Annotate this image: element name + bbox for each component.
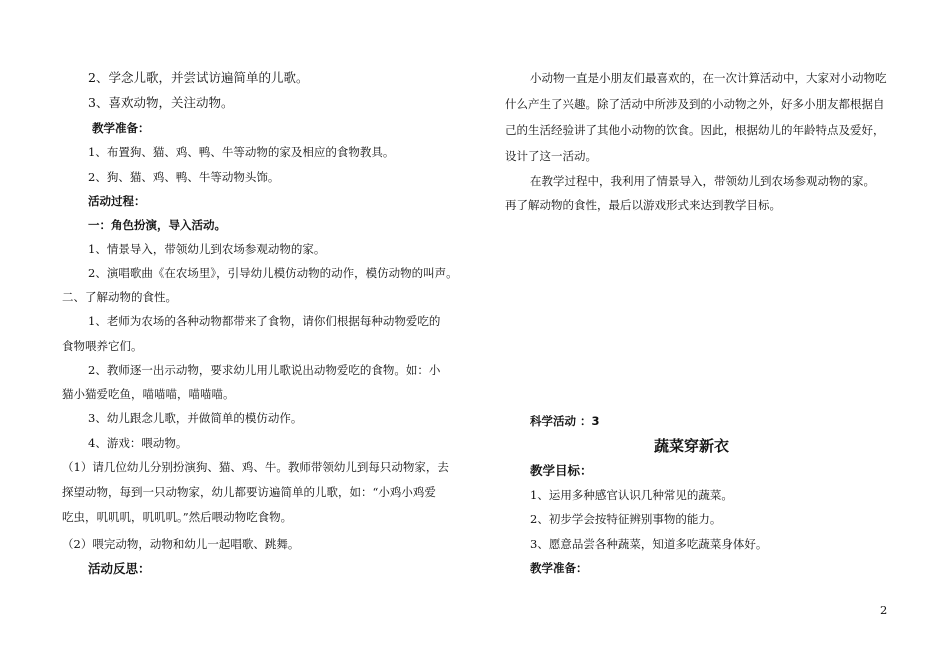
process-step: 2、教师逐一出示动物，要求幼儿用儿歌说出动物爱吃的食物。如：小 (88, 363, 441, 377)
activity-label: 科学活动 ：3 (530, 414, 600, 428)
lesson-title: 蔬菜穿新衣 (654, 437, 730, 455)
objective-2: 2、学念儿歌，并尝试访遍简单的儿歌。 (88, 70, 309, 85)
objective-1: 1、运用多种感官认识几种常见的蔬菜。 (530, 488, 733, 502)
preparation-item-1: 1、布置狗、猫、鸡、鸭、牛等动物的家及相应的食物教具。 (88, 145, 395, 159)
process-step: 1、老师为农场的各种动物都带来了食物，请你们根据每种动物爱吃的 (88, 314, 441, 328)
objective-2: 2、初步学会按特征辨别事物的能力。 (530, 512, 722, 526)
process-section-1: 一：角色扮演，导入活动。 (88, 218, 226, 232)
page-number: 2 (880, 603, 888, 617)
process-section-2: 二、了解动物的食性。 (62, 290, 177, 304)
game-step-1-cont: 探望动物，每到一只动物家，幼儿都要访遍简单的儿歌，如：“小鸡小鸡爱 (62, 485, 436, 499)
process-step-cont: 食物喂养它们。 (62, 339, 143, 353)
game-step-1: （1）请几位幼儿分别扮演狗、猫、鸡、牛。教师带领幼儿到每只动物家，去 (62, 460, 449, 474)
reflection-paragraph-1: 设计了这一活动。 (505, 149, 597, 163)
game-step-2: （2）喂完动物，动物和幼儿一起唱歌、跳舞。 (62, 537, 300, 551)
preparation-heading: 教学准备： (92, 121, 150, 135)
reflection-paragraph-2: 在教学过程中，我利用了情景导入，带领幼儿到农场参观动物的家。 (530, 174, 875, 188)
reflection-heading: 活动反思： (88, 561, 151, 576)
preparation-item-2: 2、狗、猫、鸡、鸭、牛等动物头饰。 (88, 170, 280, 184)
objective-3: 3、愿意品尝各种蔬菜，知道多吃蔬菜身体好。 (530, 537, 768, 551)
process-step: 3、幼儿跟念儿歌，并做简单的模仿动作。 (88, 411, 303, 425)
reflection-paragraph-1: 小动物一直是小朋友们最喜欢的，在一次计算活动中，大家对小动物吃 (530, 71, 887, 85)
preparation-heading: 教学准备： (530, 561, 588, 575)
objectives-heading: 教学目标： (530, 463, 593, 478)
process-step: 4、游戏：喂动物。 (88, 436, 188, 450)
reflection-paragraph-2: 再了解动物的食性，最后以游戏形式来达到教学目标。 (505, 198, 781, 212)
objective-3: 3、喜欢动物，关注动物。 (88, 95, 234, 110)
reflection-paragraph-1: 什么产生了兴趣。除了活动中所涉及到的小动物之外，好多小朋友都根据自 (505, 97, 885, 111)
process-step: 2、演唱歌曲《在农场里》，引导幼儿模仿动物的动作，模仿动物的叫声。 (88, 266, 458, 280)
process-step-cont: 猫小猫爱吃鱼，喵喵喵，喵喵喵。 (62, 387, 235, 401)
process-heading: 活动过程： (88, 194, 146, 208)
reflection-paragraph-1: 己的生活经验讲了其他小动物的饮食。因此，根据幼儿的年龄特点及爱好， (505, 123, 885, 137)
process-step: 1、情景导入，带领幼儿到农场参观动物的家。 (88, 242, 326, 256)
game-step-1-cont: 吃虫，叽叽叽，叽叽叽。”然后喂动物吃食物。 (62, 510, 293, 524)
